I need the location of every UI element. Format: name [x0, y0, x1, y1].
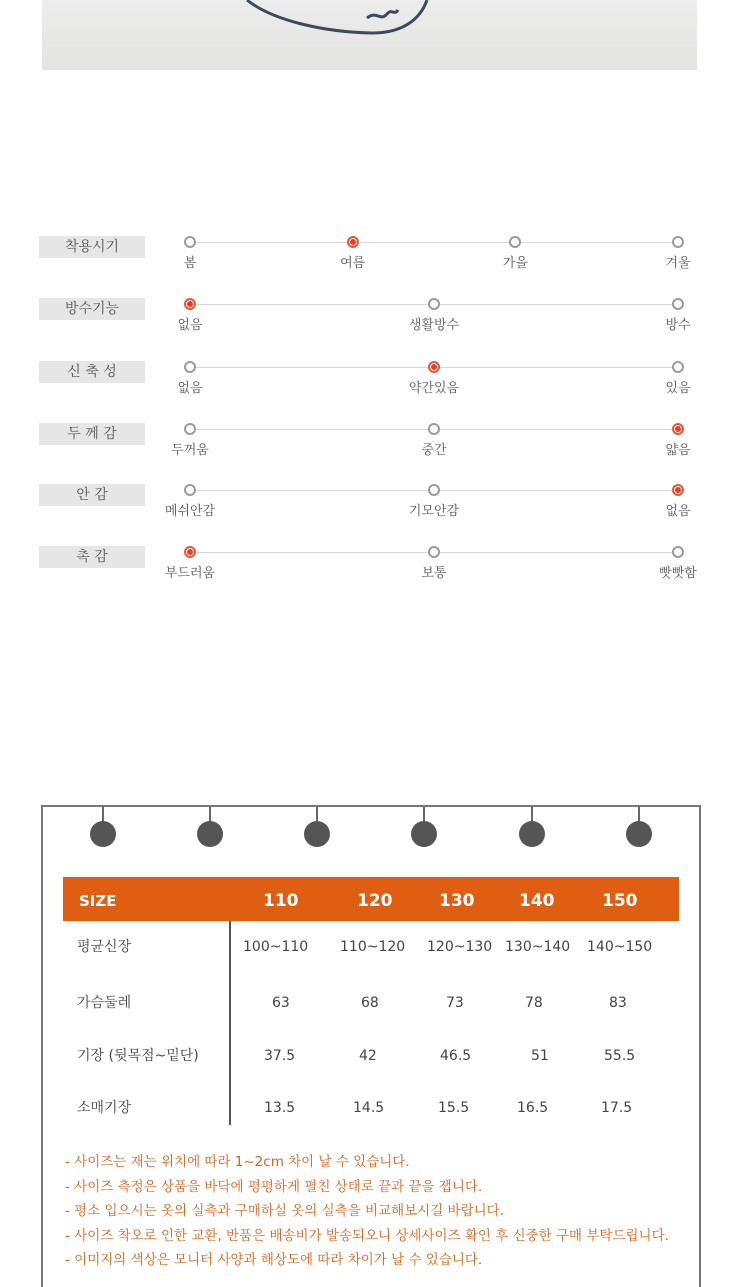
selected-dot-icon: [672, 423, 684, 435]
note: - 사이즈 착오로 인한 교환, 반품은 배송비가 발송되오니 상세사이즈 확인 후 신중한 구매 부탁드립니다.: [65, 1227, 669, 1244]
cell: 83: [609, 995, 627, 1011]
attribute-label: 두 께 감: [39, 423, 145, 445]
attribute-label: 방수기능: [39, 298, 145, 320]
option-label: 메쉬안감: [164, 504, 216, 519]
shirt-print-graphic: [42, 0, 697, 70]
option-label: 중간: [421, 443, 447, 458]
option-label: 빳빳함: [659, 566, 697, 581]
header-120: 120: [357, 891, 393, 911]
option-label: 없음: [665, 504, 691, 519]
option-label: 방수: [665, 318, 691, 333]
cell: 37.5: [264, 1048, 296, 1064]
cell: 55.5: [604, 1048, 636, 1064]
note: - 사이즈 측정은 상품을 바닥에 평평하게 펼친 상태로 끝과 끝을 잽니다.: [65, 1178, 483, 1195]
option-label: 가을: [502, 256, 528, 271]
cell: 130~140: [505, 939, 571, 955]
option-label: 있음: [665, 381, 691, 396]
cell: 13.5: [264, 1100, 296, 1116]
option-label: 보통: [421, 566, 447, 581]
dot-icon: [672, 361, 684, 373]
cell: 100~110: [243, 939, 309, 955]
selected-dot-icon: [428, 361, 440, 373]
attribute-row: [0, 549, 750, 612]
attribute-row: [0, 487, 750, 550]
table-row: [63, 935, 679, 959]
cell: 46.5: [440, 1048, 472, 1064]
cell: 42: [359, 1048, 377, 1064]
table-row: [63, 991, 679, 1015]
option-label: 봄: [183, 256, 197, 271]
option-label: 기모안감: [408, 504, 460, 519]
dot-icon: [184, 236, 196, 248]
selected-dot-icon: [347, 236, 359, 248]
header-140: 140: [519, 891, 555, 911]
attribute-row: [0, 301, 750, 364]
attribute-label: 착용시기: [39, 236, 145, 258]
selected-dot-icon: [184, 546, 196, 558]
cell: 78: [525, 995, 543, 1011]
dot-icon: [184, 423, 196, 435]
row-label: 소매기장: [77, 1100, 132, 1116]
option-label: 여름: [340, 256, 366, 271]
option-label: 부드러움: [164, 566, 216, 581]
selected-dot-icon: [184, 298, 196, 310]
cell: 14.5: [353, 1100, 385, 1116]
note: - 사이즈는 재는 위치에 따라 1~2cm 차이 날 수 있습니다.: [65, 1154, 410, 1170]
cell: 51: [531, 1048, 549, 1064]
attribute-row: [0, 426, 750, 489]
header-110: 110: [263, 891, 299, 911]
option-label: 두꺼움: [171, 443, 209, 458]
dot-icon: [672, 298, 684, 310]
row-label: 평균신장: [77, 939, 132, 955]
cell: 15.5: [438, 1100, 470, 1116]
cell: 17.5: [601, 1100, 633, 1116]
attribute-label: 신 축 성: [39, 361, 145, 383]
row-label: 가슴둘레: [77, 995, 132, 1011]
table-row: [63, 1096, 679, 1120]
attribute-row: [0, 364, 750, 427]
dot-icon: [428, 546, 440, 558]
option-label: 없음: [177, 381, 203, 396]
dot-icon: [428, 484, 440, 496]
table-row: [63, 1044, 679, 1068]
cell: 16.5: [517, 1100, 549, 1116]
size-table-header: [63, 877, 679, 921]
cell: 73: [446, 995, 464, 1011]
attribute-label: 촉 감: [39, 546, 145, 568]
option-label: 얇음: [665, 443, 691, 458]
option-label: 없음: [177, 318, 203, 333]
dot-icon: [428, 298, 440, 310]
dot-icon: [672, 236, 684, 248]
cell: 68: [361, 995, 379, 1011]
option-label: 생활방수: [408, 318, 460, 333]
attribute-label: 안 감: [39, 484, 145, 506]
attribute-row: [0, 239, 750, 302]
size-chart: [41, 805, 701, 1287]
note: - 평소 입으시는 옷의 실측과 구매하실 옷의 실측을 비교해보시길 바랍니다.: [65, 1203, 505, 1219]
size-notes: [65, 1150, 685, 1273]
product-photo: [42, 0, 697, 70]
cell: 63: [272, 995, 290, 1011]
selected-dot-icon: [672, 484, 684, 496]
dot-icon: [509, 236, 521, 248]
dot-icon: [184, 484, 196, 496]
attribute-scale-line: [190, 242, 678, 243]
header-150: 150: [602, 891, 638, 911]
row-label: 기장 (뒷목점~밑단): [77, 1048, 199, 1064]
dot-icon: [184, 361, 196, 373]
note: - 이미지의 색상은 모니터 사양과 해상도에 따라 차이가 날 수 있습니다.: [65, 1252, 483, 1268]
cell: 140~150: [587, 939, 653, 955]
cell: 110~120: [340, 939, 406, 955]
header-130: 130: [439, 891, 475, 911]
option-label: 약간있음: [408, 381, 460, 396]
dot-icon: [672, 546, 684, 558]
option-label: 겨울: [665, 256, 691, 271]
header-size: SIZE: [79, 892, 117, 910]
cell: 120~130: [427, 939, 493, 955]
dot-icon: [428, 423, 440, 435]
